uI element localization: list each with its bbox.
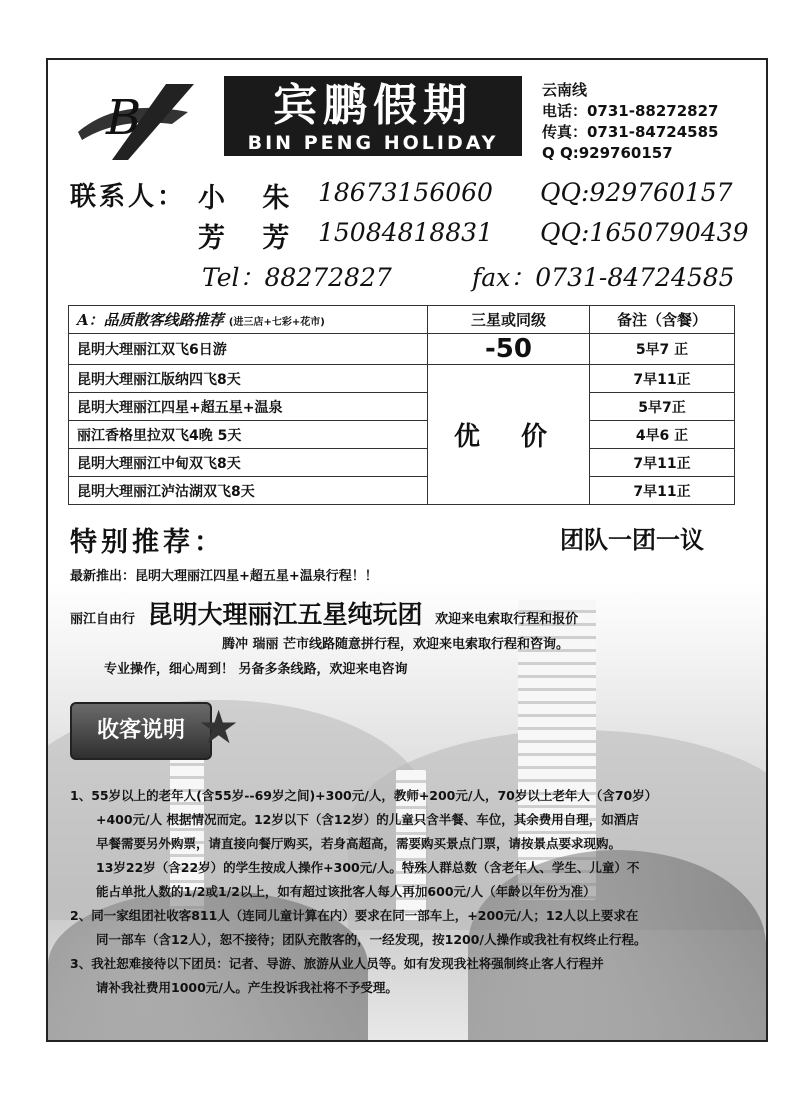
contact-phone: 18673156060 — [318, 178, 493, 207]
welcome-text: 欢迎来电索取行程和报价 — [435, 612, 579, 627]
route-note: 5早7正 — [590, 393, 735, 421]
table-row — [69, 421, 735, 449]
headline-line — [70, 595, 578, 631]
route-note: 5早7 正 — [590, 334, 735, 365]
headline: 昆明大理丽江五星纯玩团 — [147, 600, 423, 629]
line-name: 云南线 — [542, 81, 588, 99]
contact-qq: QQ:1650790439 — [540, 218, 749, 247]
header-fax: 传真：0731-84724585 — [542, 123, 719, 141]
free-travel-label: 丽江自由行 — [70, 612, 136, 627]
latest-launch: 最新推出：昆明大理丽江四星+超五星+温泉行程！！ — [70, 569, 378, 584]
flyer — [46, 58, 768, 1042]
route-name: 昆明大理丽江版纳四飞8天 — [69, 365, 428, 393]
route-name: 昆明大理丽江四星+超五星+温泉 — [69, 393, 428, 421]
route-name: 昆明大理丽江双飞6日游 — [69, 334, 428, 365]
route-name: 昆明大理丽江泸沽湖双飞8天 — [69, 477, 428, 505]
notes-list — [70, 784, 750, 1000]
note-line: 13岁22岁（含22岁）的学生按成人操作+300元/人。特殊人群总数（含老年人、学生、儿童）不 — [96, 860, 640, 875]
note-line: 同一部车（含12人），恕不接待；团队充散客的，一经发现，按1200/人操作或我社有权终止行程。 — [96, 932, 647, 947]
col-note-header: 备注（含餐） — [590, 306, 735, 334]
header-qq: Q Q:929760157 — [542, 144, 673, 162]
table-header-row — [69, 306, 735, 334]
contact-name: 芳 芳 — [198, 223, 304, 254]
route-note: 7早11正 — [590, 449, 735, 477]
routes-title: A：品质散客线路推荐 (进三店+七彩+花市) — [69, 306, 428, 334]
brand-logo — [68, 76, 218, 162]
header-contact-info — [542, 80, 718, 164]
routes-table — [68, 305, 735, 505]
office-fax: fax：0731-84724585 — [472, 263, 735, 292]
notes-badge: 收客说明 — [70, 702, 212, 760]
contact-name: 小 朱 — [198, 183, 304, 214]
route-name: 丽江香格里拉双飞4晚 5天 — [69, 421, 428, 449]
first-price: -50 — [428, 334, 590, 365]
table-row — [69, 393, 735, 421]
group-price: 优 价 — [428, 365, 590, 505]
header-phone: 电话：0731-88272827 — [542, 102, 719, 120]
tengchong-line: 腾冲 瑞丽 芒市线路随意拼行程，欢迎来电索取行程和咨询。 — [222, 637, 570, 652]
route-note: 4早6 正 — [590, 421, 735, 449]
professional-line: 专业操作，细心周到！ 另备多条线路，欢迎来电咨询 — [104, 662, 408, 677]
office-tel: Tel：88272827 — [202, 263, 392, 292]
brand-name-cn: 宾鹏假期 — [273, 80, 473, 131]
contact-qq: QQ:929760157 — [540, 178, 733, 207]
note-line: 1、55岁以上的老年人(含55岁--69岁之间)+300元/人，教师+200元/人，70岁以上老年人（含70岁） — [70, 788, 658, 803]
table-row — [69, 477, 735, 505]
note-line: 请补我社费用1000元/人。产生投诉我社将不予受理。 — [96, 980, 398, 995]
note-line: 早餐需要另外购票，请直接向餐厅购买，若身高超高，需要购买景点门票，请按景点要求现购。 — [96, 836, 622, 851]
brand-name-box — [224, 76, 522, 156]
special-title: 特别推荐： — [70, 527, 225, 558]
route-note: 7早11正 — [590, 365, 735, 393]
note-line: +400元/人 根据情况而定。12岁以下（含12岁）的儿童只含半餐、车位，其余费用自理，如酒店 — [96, 812, 639, 827]
table-row — [69, 334, 735, 365]
brand-name-en: BIN PENG HOLIDAY — [247, 132, 499, 154]
route-note: 7早11正 — [590, 477, 735, 505]
svg-text:B: B — [106, 90, 142, 146]
table-row — [69, 365, 735, 393]
contacts-label: 联系人： — [70, 182, 187, 212]
team-negotiation: 团队一团一议 — [560, 526, 704, 554]
table-row — [69, 449, 735, 477]
note-line: 2、同一家组团社收客811人（连同儿童计算在内）要求在同一部车上，+200元/人；12人以上要求在 — [70, 908, 639, 923]
note-line: 3、我社恕难接待以下团员：记者、导游、旅游从业人员等。如有发现我社将强制终止客人行程并 — [70, 956, 604, 971]
col-price-header: 三星或同级 — [428, 306, 590, 334]
star-icon: ★ — [198, 700, 240, 754]
note-line: 能占单批人数的1/2或1/2以上，如有超过该批客人每人再加600元/人（年龄以年份为准） — [96, 884, 596, 899]
route-name: 昆明大理丽江中甸双飞8天 — [69, 449, 428, 477]
contact-phone: 15084818831 — [318, 218, 493, 247]
